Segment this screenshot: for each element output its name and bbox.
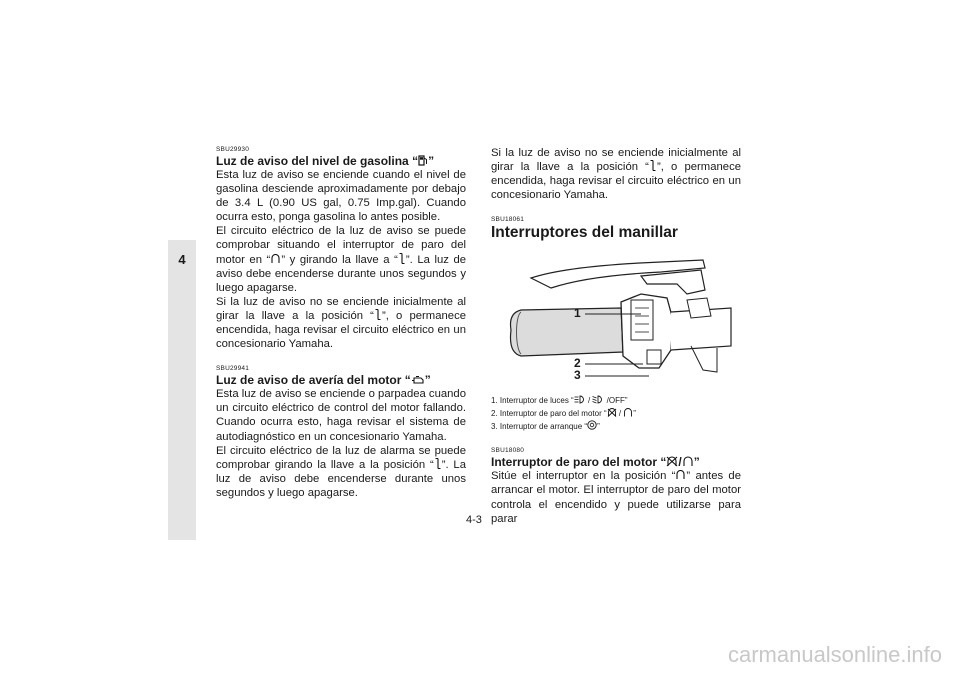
caption-item: 3. Interruptor de arranque “ ” <box>491 422 600 432</box>
handlebar-switch-illustration <box>491 250 741 390</box>
text: Si la luz de aviso no se enciende inicialmente al girar la llave a la posición “ <box>216 295 466 322</box>
text: Si la luz de aviso no se enciende inicialmente al girar la llave a la posición “ <box>491 147 741 174</box>
text: 2. Interruptor de paro del motor <box>491 409 602 419</box>
text: 1. Interruptor de luces <box>491 396 569 406</box>
handlebar-figure <box>491 250 741 390</box>
engine-warning-heading: Luz de aviso de avería del motor “ ” <box>216 373 431 388</box>
engine-stop-icon <box>666 456 678 467</box>
text: El circuito eléctrico de la luz de aviso se puede comprobar situando el interruptor de paro del motor en “ <box>216 225 466 266</box>
callout-2: 2 <box>574 356 581 371</box>
engine-run-icon <box>682 456 694 467</box>
text: ”, o permanece encendida, haga revisar el circuito eléctrico en un concesionario Yamaha. <box>216 309 466 351</box>
section-code: SBU29930 <box>216 146 250 153</box>
engine-run-icon <box>675 470 686 480</box>
fuel-pump-icon <box>418 155 428 166</box>
paragraph <box>491 146 741 202</box>
section-heading: Interruptores del manillar <box>491 224 678 242</box>
section-code: SBU29941 <box>216 365 250 373</box>
paragraph: Esta luz de aviso se enciende cuando el nivel de gasolina desciende aproximadamente por debajo de 3.4 L (0.90 US gal, 0.75 Imp.gal). Cuando ocurra esto, ponga gasolina lo antes posible. <box>216 169 466 224</box>
chapter-number: 4 <box>178 252 186 267</box>
engine-run-icon <box>270 254 281 264</box>
right-column <box>491 146 741 526</box>
callout-1: 1 <box>574 306 581 321</box>
key-on-icon <box>374 309 382 320</box>
paragraph <box>216 444 466 500</box>
heading-text: Luz de aviso de avería del motor <box>216 373 402 388</box>
text: ”. La luz de aviso debe encenderse durante unos segundos y luego apagarse. <box>216 458 467 499</box>
engine-icon <box>411 375 425 385</box>
page-number: 4-3 <box>466 514 482 526</box>
caption-item: 2. Interruptor de paro del motor “ / ” <box>491 409 636 419</box>
chapter-tab <box>168 240 196 540</box>
paragraph <box>216 224 466 294</box>
low-beam-icon <box>592 395 604 404</box>
high-beam-icon <box>574 395 586 404</box>
caption-item: 1. Interruptor de luces “ / /OFF” <box>491 396 628 406</box>
text: ” y girando la llave a “ <box>281 253 398 266</box>
engine-run-icon <box>623 408 633 417</box>
text: 3. Interruptor de arranque <box>491 422 583 432</box>
watermark: carmanualsonline.info <box>727 642 942 667</box>
fuel-warning-heading: Luz de aviso del nivel de gasolina “ ” <box>216 154 435 168</box>
key-on-icon <box>434 458 442 469</box>
figure-captions <box>491 394 741 433</box>
engine-stop-icon <box>607 408 617 417</box>
text: Sitúe el interruptor en la posición “ <box>491 470 676 483</box>
engine-stop-switch-heading: Interruptor de paro del motor “ / ” <box>491 455 700 470</box>
starter-icon <box>587 420 597 430</box>
text: ”. La luz de aviso debe encenderse durante unos segundos y luego apagarse. <box>216 253 467 294</box>
text: ”, o permanece encendida, haga revisar el circuito eléctrico en un concesionario Yamaha. <box>491 161 741 202</box>
section-code: SBU18080 <box>491 447 525 455</box>
key-on-icon <box>649 160 657 171</box>
paragraph: Esta luz de aviso se enciende o parpadea cuando un circuito eléctrico de control del motor fallando. Cuando ocurra esto, haga revisar el sistema de autodiagnóstico en un concesionario Yamaha. <box>216 388 466 443</box>
text: /OFF” <box>606 396 628 406</box>
text: El circuito eléctrico de la luz de alarma se puede comprobar girando la llave a la posición “ <box>216 444 466 471</box>
section-code: SBU18061 <box>491 216 525 224</box>
paragraph <box>216 295 466 351</box>
paragraph <box>491 469 741 525</box>
text: ” antes de arrancar el motor. El interruptor de paro del motor controla el encendido y puede utilizarse para parar <box>491 470 741 525</box>
heading-text: Interruptor de paro del motor <box>491 455 658 470</box>
key-on-icon <box>398 253 406 264</box>
left-column <box>216 146 466 500</box>
heading-text: Luz de aviso del nivel de gasolina <box>216 154 409 168</box>
callout-3: 3 <box>574 368 581 383</box>
